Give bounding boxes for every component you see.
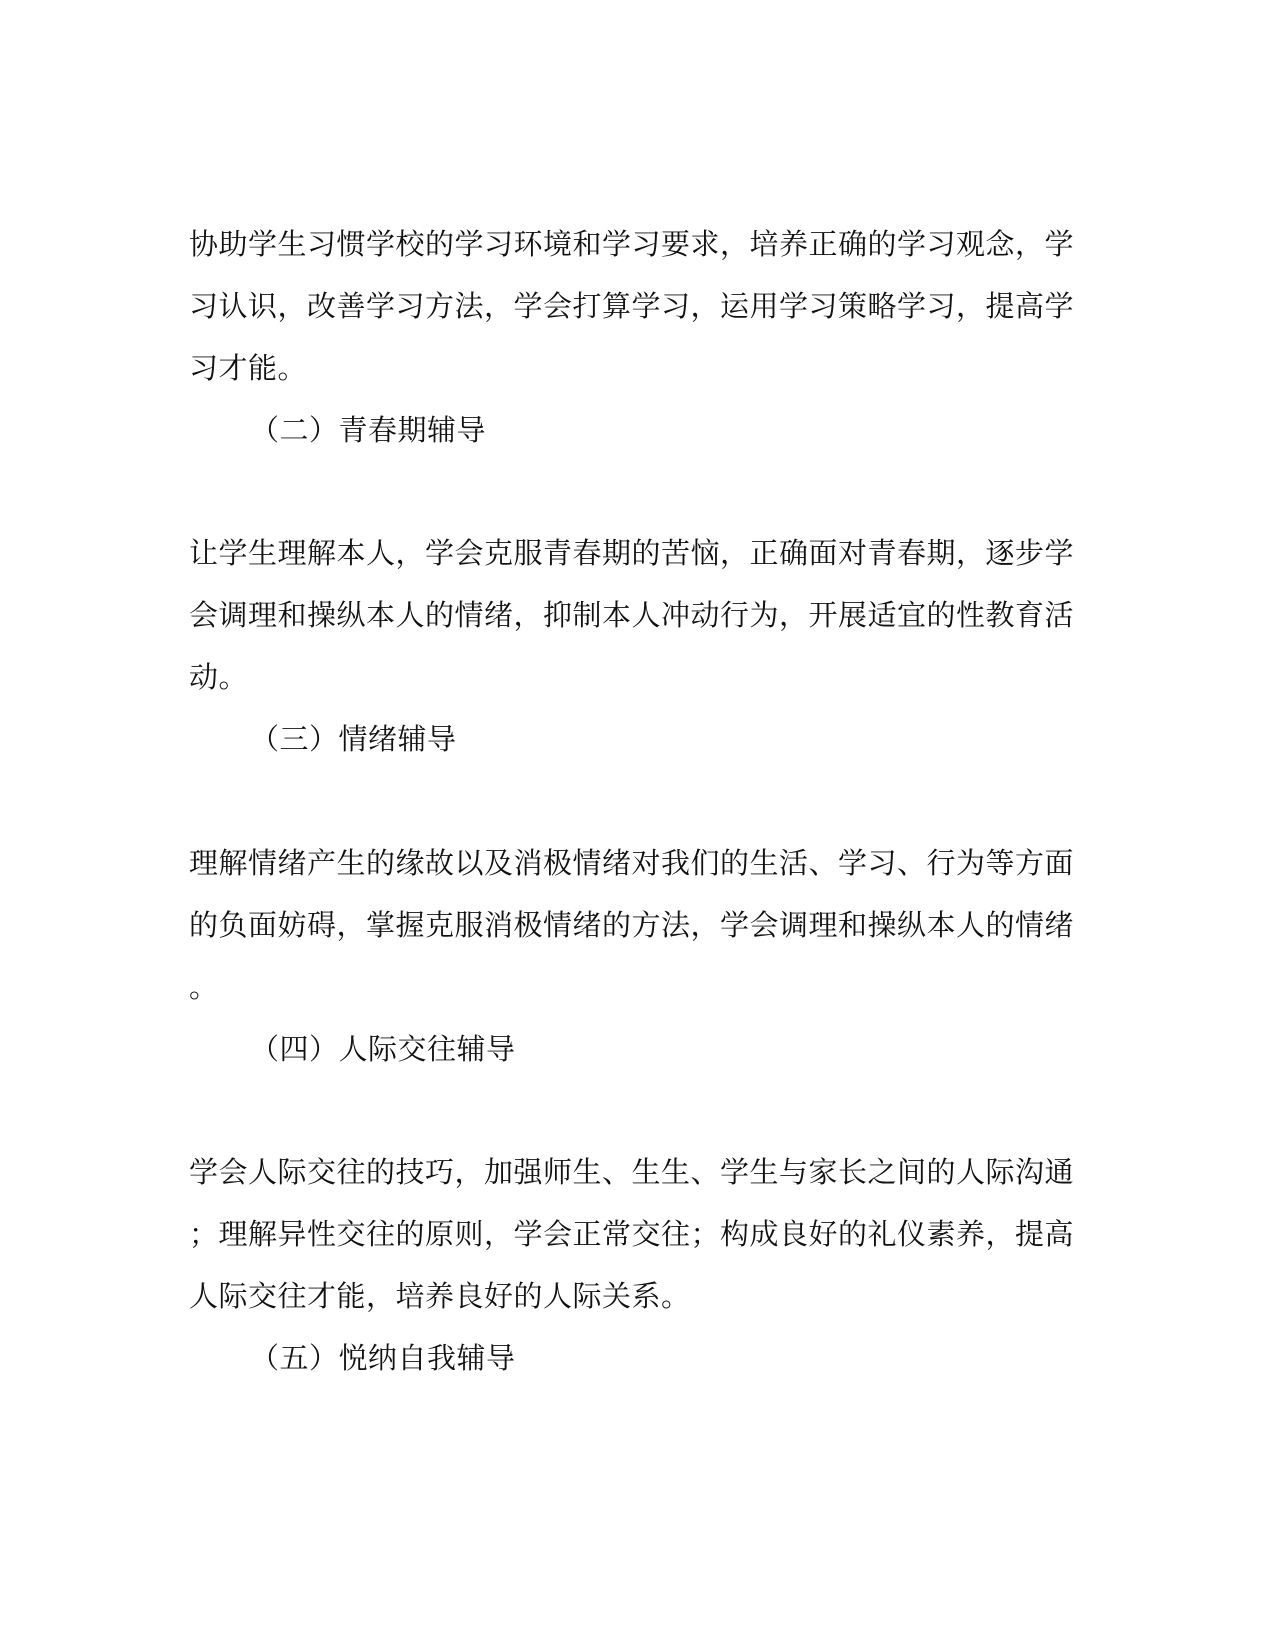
section-heading: （四）人际交往辅导 xyxy=(250,1032,516,1066)
section-heading: （三）情绪辅导 xyxy=(250,722,457,756)
paragraph-line: 让学生理解本人，学会克服青春期的苦恼，正确面对青春期，逐步学 xyxy=(189,536,1075,570)
paragraph-line: 的负面妨碍，掌握克服消极情绪的方法，学会调理和操纵本人的情绪 xyxy=(189,908,1075,942)
paragraph-line: 习认识，改善学习方法，学会打算学习，运用学习策略学习，提高学 xyxy=(189,289,1075,323)
paragraph-line: 会调理和操纵本人的情绪，抑制本人冲动行为，开展适宜的性教育活 xyxy=(189,598,1075,632)
paragraph-line: 习才能。 xyxy=(189,351,308,385)
paragraph-line: ；理解异性交往的原则，学会正常交往；构成良好的礼仪素养，提高 xyxy=(189,1217,1075,1251)
section-heading: （五）悦纳自我辅导 xyxy=(250,1341,516,1375)
paragraph-line: 学会人际交往的技巧，加强师生、生生、学生与家长之间的人际沟通 xyxy=(189,1155,1075,1189)
section-heading: （二）青春期辅导 xyxy=(250,413,487,447)
paragraph-line: 协助学生习惯学校的学习环境和学习要求，培养正确的学习观念，学 xyxy=(189,227,1075,261)
paragraph-line: 动。 xyxy=(189,660,249,694)
paragraph-line: 。 xyxy=(189,970,219,1004)
paragraph-line: 人际交往才能，培养良好的人际关系。 xyxy=(189,1279,691,1313)
paragraph-line: 理解情绪产生的缘故以及消极情绪对我们的生活、学习、行为等方面 xyxy=(189,846,1075,880)
